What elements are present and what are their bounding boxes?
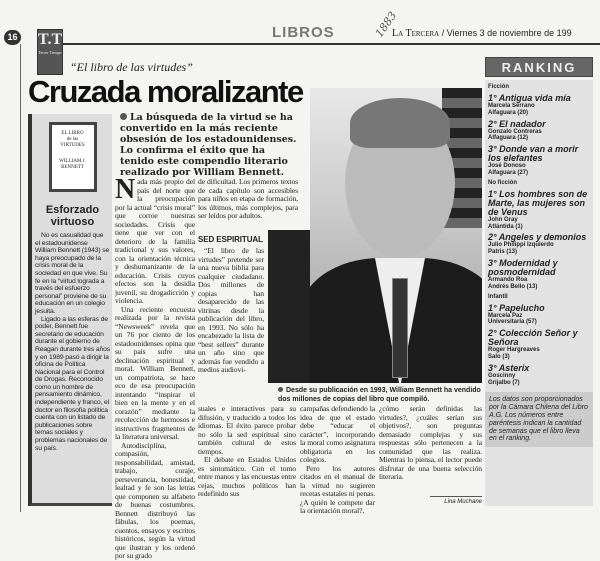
bullet-icon [120, 113, 127, 120]
ranking-title: 1° Antigua vida mía [488, 93, 571, 103]
ranking-item [488, 304, 590, 327]
body-column-4 [379, 405, 482, 482]
headline: Cruzada moralizante [28, 74, 303, 109]
paragraph: Autodisciplina, compasión, responsabilidad, amistad, trabajo, coraje, perseverancia, honestidad, lealtad y fe son las letras que componen su alfabeto de buenas costumbres. Bennett distribuyó las fábulas, los poemas, cuentos, ensayos y escritos históricos, según la virtud que ilustran y los ordenó por su grado [115, 440, 195, 560]
body-column-2-bottom [198, 405, 296, 499]
caption-text: Desde su publicación en 1993, William Bennett ha vendido dos millones de copias del libro que compiló. [278, 387, 481, 403]
ranking-item [488, 190, 590, 231]
paragraph: ¿cómo serán definidas las virtudes?, ¿cuáles serían sus objetivos?, son preguntas demasiado complejas y sus respuestas sólo pertenecen a la comunidad que las realiza. Mientras lo piensa, el lector puede disfrutar de una buena selección literaria. [379, 404, 482, 481]
paragraph: “El libro de las virtudes” pretende ser una nueva biblia para cualquier ciudadano. Dos millones de copias han desaparecido de las vitrinas desde la publicación del libro, en 1993. No sólo ha encabezado la lista de “best sellers” durante un año sino que además fue vendido a medios audiovi- [198, 246, 264, 374]
paragraph: Una reciente encuesta realizada por la revista “Newsweek” revela que un 76 por ciento de los estadounidenses opina que su país sufre una declinación espiritual y moral. William Bennett, un compatriota, se hace eco de esa preocupación intentando “inspirar el bien en la mente y en el corazón” mediante la recolección de hermosos e instructivos fragmentos de la literatura universal. [115, 304, 195, 441]
paragraph: ada más propio del país del norte que la preocupación por la actual “crisis moral” que corroe nuestras sociedades. Crisis que tiene que ver con el deterioro de la familia tradicional y sus valores, con la orientación técnica y deshumanizante de la educación. Crisis cuyos efectos son la desidia juvenil, su drogadicción y violencia. [115, 177, 195, 305]
ranking-item [488, 120, 590, 143]
book-title-line: EL LIBRO [61, 131, 84, 136]
ranking-author: Gonzalo Contreras [488, 128, 542, 135]
ranking-item [488, 145, 590, 177]
ranking-item [488, 364, 590, 387]
sidebar-paragraph: No es casualidad que el estadounidense William Bennett (1943) se haya preocupado de la crisis moral de la sociedad en que vive. Su fe en la “virtud lograda a través del esfuerzo personal” proviene de su educación en un colegio jesuita. [35, 232, 110, 315]
ranking-author: Goscinny [488, 372, 516, 379]
tie [392, 278, 408, 378]
page-number: 16 [4, 30, 21, 45]
ranking-header: RANKING [485, 57, 593, 77]
book-author-line: WILLIAM J. [59, 159, 86, 164]
book-title-line: VIRTUDES [60, 143, 85, 148]
dateline [392, 28, 600, 39]
body-column-2-top [198, 178, 298, 221]
drop-cap: N [115, 174, 136, 205]
date: / Viernes 3 de noviembre de 199 [439, 28, 572, 38]
section-title: LIBROS [272, 24, 335, 41]
body-column-2-mid [198, 230, 264, 375]
paragraph: de dificultad. Los primeros textos de cada capítulo son accesibles para niños en etapa de formación, los últimos, más complejos, para ser leídos por adultos. [198, 177, 298, 220]
sidebar-box [28, 114, 112, 506]
sidebar-title: Esforzado virtuoso [45, 204, 100, 228]
section-logo [37, 29, 63, 75]
ranking-item [488, 329, 590, 361]
ranking-category: No ficción [488, 179, 518, 186]
ranking-publisher: Atlántida (1) [488, 223, 523, 230]
ranking-author: Armando Roa [488, 276, 528, 283]
ranking-title: 3° Modernidad y posmodernidad [488, 257, 558, 277]
ranking-title: 1° Los hombres son de Marte, las mujeres son de Venus [488, 188, 588, 217]
paragraph: campañas defendiendo la idea de que el estado debe “educar el carácter”, incorporando la moral como asignatura obligatoria en los colegios. [300, 404, 375, 464]
portrait-photo [310, 88, 482, 383]
sidebar-paragraph: Ligado a las esferas de poder, Bennett fue secretario de educación durante el gobierno de Reagan durante tres años y en 1989 pasó a dirigir la oficina de Política Nacional para el Control de Drogas. Reconocido como un hombre de pensamiento dinámico, independiente y franco, el doctor en filosofía política cuenta con un listado de publicaciones sobre temas sociales y problemas nacionales de su país. [35, 315, 110, 452]
ranking-panel [485, 80, 593, 506]
paragraph: El debate en Estados Unidos es sintomático. Con el tomo entre manos y las encuestas entre cejas, muchos políticos han redefinido sus [198, 455, 296, 498]
ranking-publisher: Andrés Bello (13) [488, 283, 538, 290]
bullet-icon [278, 387, 283, 392]
subheading: SED ESPIRITUAL [198, 235, 263, 244]
body-column-3 [300, 405, 375, 516]
ranking-publisher: Universitaria (57) [488, 319, 537, 326]
ranking-author: Roger Hargreaves [488, 347, 540, 354]
ranking-publisher: Alfaguara (20) [488, 109, 529, 116]
ranking-item [488, 94, 590, 117]
lead-paragraph [120, 112, 300, 178]
newspaper-name: La Tercera [392, 28, 440, 39]
logo-subtitle: Tercer Tiempo [38, 50, 62, 55]
ranking-title: 3° Asterix [488, 362, 530, 373]
ranking-author: John Gray [488, 216, 518, 223]
book-title-line: de las [66, 137, 79, 142]
ranking-publisher: Alfaguara (27) [488, 169, 529, 176]
ranking-category: Infantil [488, 293, 508, 300]
ranking-author: Julio Philippi Izquierdo [488, 242, 554, 249]
book-author-line: BENNETT [61, 165, 84, 170]
ranking-publisher: Grijalbo (7) [488, 379, 520, 386]
ranking-category: Ficción [488, 84, 510, 90]
ranking-title: 2° Angeles y demonios [488, 232, 587, 243]
ranking-title: 2° El nadador [488, 118, 546, 129]
lead-text: La búsqueda de la virtud se ha convertido en la más reciente obsesión de los estadounidenses. Lo confirma el éxito que ha tenido este compendio literario realizado por William Bennett. [120, 112, 297, 178]
ranking-author: Marcela Paz [488, 312, 523, 319]
ranking-title: 1° Papelucho [488, 302, 545, 313]
ranking-publisher: Salo (3) [488, 353, 510, 360]
ranking-author: José Donoso [488, 163, 526, 170]
hair [350, 98, 450, 148]
photo-caption [278, 387, 483, 404]
margin-rule [20, 44, 21, 512]
ranking-item [488, 233, 590, 256]
ranking-author: Marcela Serrano [488, 103, 535, 109]
ranking-publisher: Patris (13) [488, 249, 518, 256]
paragraph: suales e interactivos para su difusión, y traducido a todos los idiomas. El éxito parece probar no sólo la sed espiritual sino también cultural de estos tiempos. [198, 404, 296, 456]
book-cover-image [49, 122, 97, 192]
ranking-note: Los datos son proporcionados por la Cámara Chilena del Libro A.G. Los números entre paréntesis indican la cantidad de semanas que el libro lleva en el ranking. [485, 392, 593, 447]
logo-initials: T.T [38, 31, 63, 48]
ranking-title: 2° Colección Señor y Señora [488, 328, 578, 348]
kicker: “El libro de las virtudes” [70, 60, 193, 74]
ranking-publisher: Alfaguara (12) [488, 135, 529, 142]
paragraph: Pero los autores citados en el manual de la virtud no sugieren recetas estatales ni penas. ¿A quién le compete dar la orientación moral?, [300, 463, 375, 515]
header-rule [62, 43, 600, 45]
body-column-1 [115, 174, 195, 561]
photo-credit: COPESA [452, 378, 469, 383]
handwritten-note: 1883 [372, 9, 400, 40]
byline: Lina Muchane [430, 496, 482, 505]
ranking-item [488, 259, 590, 291]
ranking-title: 3° Donde van a morir los elefantes [488, 144, 579, 164]
